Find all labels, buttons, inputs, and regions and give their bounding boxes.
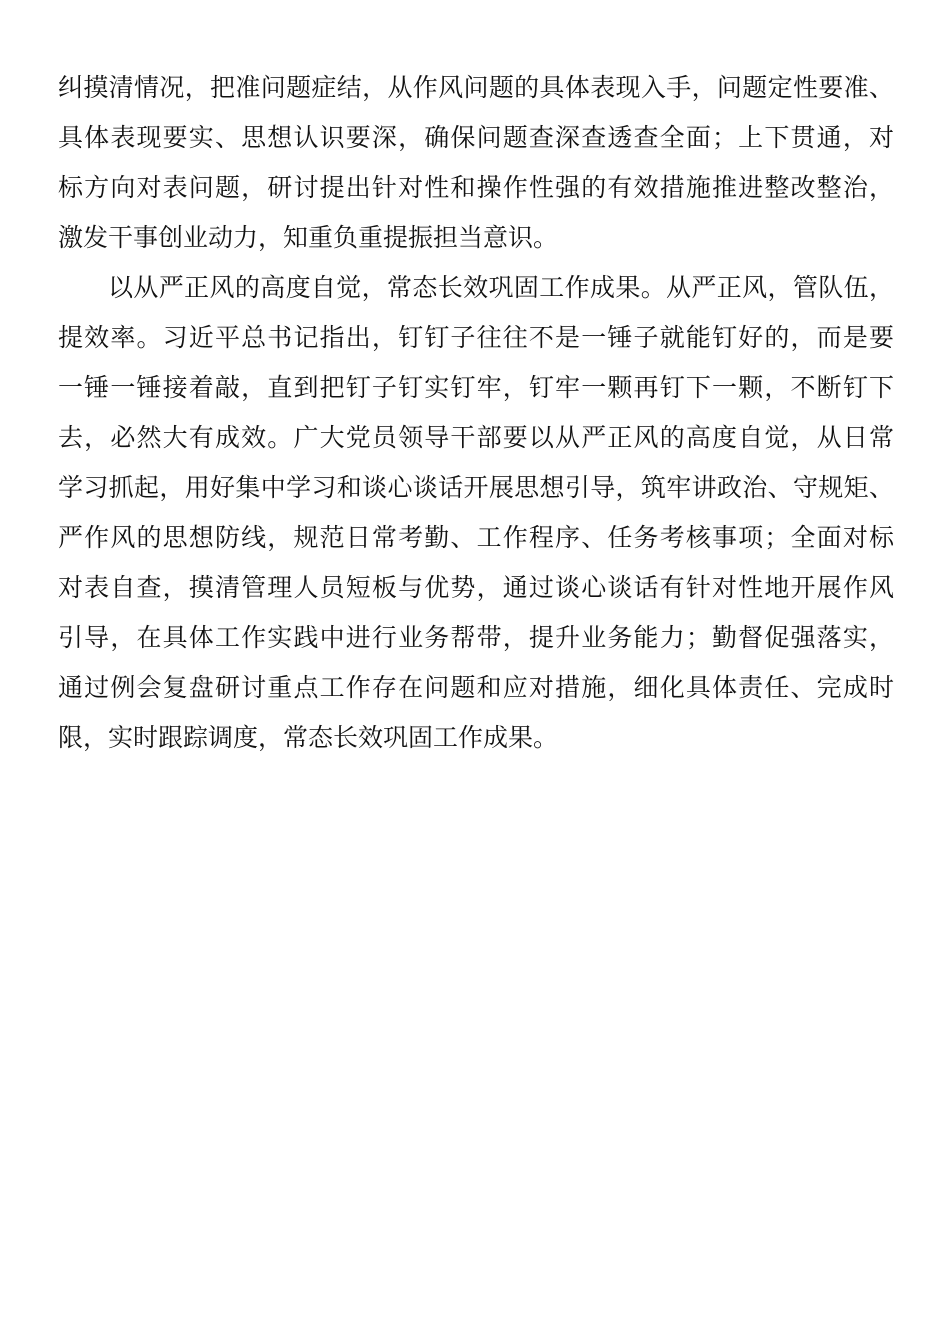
paragraph-line: 学习抓起，用好集中学习和谈心谈话开展思想引导，筑牢讲政治、守规矩、 [58, 473, 894, 502]
paragraph-line: 提效率。习近平总书记指出，钉钉子往往不是一锤子就能钉好的，而是要 [58, 323, 894, 352]
paragraph-1 [58, 63, 894, 263]
paragraph-line: 对表自查，摸清管理人员短板与优势，通过谈心谈话有针对性地开展作风 [58, 573, 894, 602]
paragraph-line: 引导，在具体工作实践中进行业务帮带，提升业务能力；勤督促强落实， [58, 623, 894, 652]
paragraph-line: 限，实时跟踪调度，常态长效巩固工作成果。 [58, 723, 559, 752]
paragraph-line: 通过例会复盘研讨重点工作存在问题和应对措施，细化具体责任、完成时 [58, 673, 894, 702]
paragraph-line: 以从严正风的高度自觉，常态长效巩固工作成果。从严正风，管队伍， [108, 273, 894, 302]
paragraph-2 [58, 263, 894, 763]
paragraph-line: 具体表现要实、思想认识要深，确保问题查深查透查全面；上下贯通，对 [58, 123, 894, 152]
paragraph-line: 纠摸清情况，把准问题症结，从作风问题的具体表现入手，问题定性要准、 [58, 73, 894, 102]
document-body [58, 63, 894, 763]
paragraph-line: 标方向对表问题，研讨提出针对性和操作性强的有效措施推进整改整治， [58, 173, 894, 202]
paragraph-line: 激发干事创业动力，知重负重提振担当意识。 [58, 223, 559, 252]
paragraph-line: 一锤一锤接着敲，直到把钉子钉实钉牢，钉牢一颗再钉下一颗，不断钉下 [58, 373, 894, 402]
paragraph-line: 严作风的思想防线，规范日常考勤、工作程序、任务考核事项；全面对标 [58, 523, 894, 552]
paragraph-line: 去，必然大有成效。广大党员领导干部要以从严正风的高度自觉，从日常 [58, 423, 894, 452]
